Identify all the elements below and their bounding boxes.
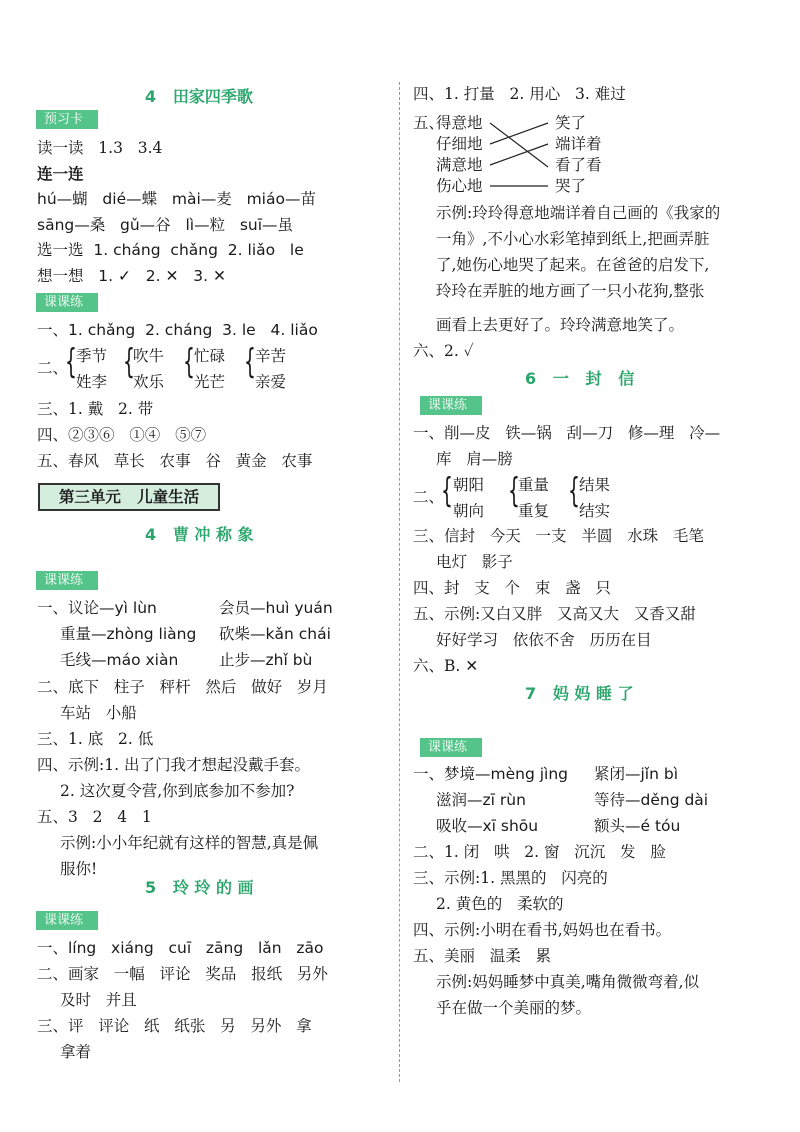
l4-q2-word: 亲爱 bbox=[255, 373, 287, 391]
kekelian-tag-4: 课课练 bbox=[420, 396, 482, 415]
lingling-title: 5 玲 玲 的 画 bbox=[145, 878, 254, 897]
l4-q3: 三、1. 戴 2. 带 bbox=[37, 400, 154, 418]
match-line bbox=[490, 144, 548, 165]
brace-1: { bbox=[65, 342, 77, 382]
duyidu-line: 读一读 1.3 3.4 bbox=[37, 139, 163, 157]
match-line bbox=[490, 123, 548, 144]
l7-q1-f: 额头—é tóu bbox=[594, 817, 681, 835]
cao-q2-1: 二、底下 柱子 秤杆 然后 做好 岁月 bbox=[37, 678, 328, 696]
l6-q5-1: 五、示例:又白又胖 又高又大 又香又甜 bbox=[413, 605, 696, 623]
ling-q5-example-3: 了,她伤心地哭了起来。在爸爸的启发下, bbox=[436, 256, 710, 274]
l7-q4: 四、示例:小明在看书,妈妈也在看书。 bbox=[413, 921, 672, 939]
l6-q4: 四、封 支 个 束 盏 只 bbox=[413, 579, 611, 597]
l6-q2-label: 二、 bbox=[413, 488, 445, 506]
l4-q2-word: 吹牛 bbox=[133, 347, 165, 365]
l7-q5-2: 示例:妈妈睡梦中真美,嘴角微微弯着,似 bbox=[436, 973, 700, 991]
lesson4-title: 4 田家四季歌 bbox=[145, 87, 253, 106]
l4-q1: 一、1. chǎng 2. cháng 3. le 4. liǎo bbox=[37, 321, 318, 339]
lesson6-title: 6 一 封 信 bbox=[525, 369, 635, 388]
l6-q1-1: 一、削—皮 铁—锅 刮—刀 修—理 冷— bbox=[413, 424, 721, 442]
l7-q1-b: 紧闭—jǐn bì bbox=[594, 765, 679, 783]
unit3-banner: 第三单元 儿童生活 bbox=[38, 483, 220, 511]
cao-q1-e: 毛线—máo xiàn bbox=[60, 651, 179, 669]
cao-q1-a: 一、议论—yì lùn bbox=[37, 599, 157, 617]
match-left-item: 仔细地 bbox=[436, 135, 483, 153]
ling-q5-example-1: 示例:玲玲得意地端详着自己画的《我家的 bbox=[436, 204, 721, 222]
cao-q1-b: 会员—huì yuán bbox=[219, 599, 333, 617]
lesson7-title: 7 妈 妈 睡 了 bbox=[525, 684, 634, 703]
match-left-item: 伤心地 bbox=[436, 177, 483, 195]
l7-q1-a: 一、梦境—mèng jìng bbox=[413, 765, 569, 783]
l7-q3-1: 三、示例:1. 黑黑的 闪亮的 bbox=[413, 869, 608, 887]
l6-q2-word: 重量 bbox=[518, 476, 550, 494]
match-left-item: 得意地 bbox=[436, 114, 483, 132]
cao-q2-2: 车站 小船 bbox=[60, 704, 137, 722]
yuxika-tag: 预习卡 bbox=[36, 110, 98, 129]
l6-q2-word: 结实 bbox=[579, 502, 611, 520]
cao-q1-c: 重量—zhòng liàng bbox=[60, 625, 197, 643]
l6-q2-word: 朝阳 bbox=[453, 476, 485, 494]
l4-q2-word: 季节 bbox=[76, 347, 108, 365]
match-right-item: 端详着 bbox=[555, 135, 602, 153]
l6-q3-2: 电灯 影子 bbox=[436, 553, 513, 571]
l6-q2-word: 重复 bbox=[518, 502, 550, 520]
lian-row-1: hú—蝴 dié—蝶 mài—麦 miáo—苗 bbox=[37, 190, 316, 208]
ling-q4: 四、1. 打量 2. 用心 3. 难过 bbox=[413, 85, 626, 103]
l7-q3-2: 2. 黄色的 柔软的 bbox=[436, 895, 564, 913]
cao-q5-1: 五、3 2 4 1 bbox=[37, 808, 152, 826]
l4-q2-label: 二、 bbox=[37, 359, 69, 377]
match-line bbox=[490, 123, 548, 167]
match-right-item: 看了看 bbox=[555, 156, 602, 174]
ling-q5-example-2: 一角》,不小心水彩笔掉到纸上,把画弄脏 bbox=[436, 230, 710, 248]
kekelian-tag-1: 课课练 bbox=[36, 293, 98, 312]
kekelian-tag-3: 课课练 bbox=[36, 911, 98, 930]
brace-3: { bbox=[183, 342, 195, 382]
l7-q1-d: 等待—děng dài bbox=[594, 791, 709, 809]
brace-5: { bbox=[441, 471, 453, 511]
cao-q1-d: 砍柴—kǎn chái bbox=[219, 625, 331, 643]
kekelian-tag-5: 课课练 bbox=[420, 738, 482, 757]
xuanyixuan-line: 选一选 1. cháng chǎng 2. liǎo le bbox=[37, 241, 304, 259]
match-right-item: 笑了 bbox=[555, 114, 587, 132]
brace-7: { bbox=[568, 471, 580, 511]
cao-q4-2: 2. 这次夏令营,你到底参加不参加? bbox=[60, 782, 295, 800]
lian-row-2: sāng—桑 gǔ—谷 lì—粒 suī—虽 bbox=[37, 216, 294, 234]
kekelian-tag-2: 课课练 bbox=[36, 571, 98, 590]
cao-q3: 三、1. 底 2. 低 bbox=[37, 730, 154, 748]
match-right-item: 哭了 bbox=[555, 177, 587, 195]
ling-q3-2: 拿着 bbox=[60, 1043, 92, 1061]
l7-q1-e: 吸收—xī shōu bbox=[436, 817, 539, 835]
ling-q3-1: 三、评 评论 纸 纸张 另 另外 拿 bbox=[37, 1017, 312, 1035]
l7-q5-3: 乎在做一个美丽的梦。 bbox=[436, 999, 592, 1017]
l7-q1-c: 滋润—zī rùn bbox=[436, 791, 526, 809]
ling-q2-2: 及时 并且 bbox=[60, 991, 137, 1009]
ling-q5-example-4: 玲玲在弄脏的地方画了一只小花狗,整张 bbox=[436, 282, 705, 300]
l4-q2-word: 忙碌 bbox=[194, 347, 226, 365]
ling-q6: 六、2. ✓ bbox=[413, 342, 474, 360]
cao-chong-title: 4 曹 冲 称 象 bbox=[145, 525, 254, 544]
l4-q2-word: 欢乐 bbox=[133, 373, 165, 391]
l6-q2-word: 朝向 bbox=[453, 502, 485, 520]
cao-q5-2: 示例:小小年纪就有这样的智慧,真是佩 bbox=[60, 834, 319, 852]
lianyilian-label: 连一连 bbox=[37, 164, 84, 183]
l4-q4: 四、②③⑥ ①④ ⑤⑦ bbox=[37, 426, 207, 444]
match-left-item: 满意地 bbox=[436, 156, 483, 174]
ling-q5-example-5: 画看上去更好了。玲玲满意地笑了。 bbox=[436, 316, 685, 334]
cao-q4-1: 四、示例:1. 出了门我才想起没戴手套。 bbox=[37, 756, 310, 774]
ling-q5-label: 五、 bbox=[413, 114, 445, 132]
l4-q2-word: 光芒 bbox=[194, 373, 226, 391]
cao-q5-3: 服你! bbox=[60, 860, 98, 878]
brace-6: { bbox=[508, 471, 520, 511]
l7-q5-1: 五、美丽 温柔 累 bbox=[413, 947, 552, 965]
l6-q5-2: 好好学习 依依不舍 历历在目 bbox=[436, 631, 652, 649]
ling-q1: 一、líng xiáng cuī zāng lǎn zāo bbox=[37, 939, 324, 957]
l4-q2-word: 姓李 bbox=[76, 373, 108, 391]
xiangyixiang-line: 想一想 1. ✓ 2. ✕ 3. ✕ bbox=[37, 267, 226, 285]
l6-q3-1: 三、信封 今天 一支 半圆 水珠 毛笔 bbox=[413, 527, 704, 545]
l7-q2: 二、1. 闭 哄 2. 窗 沉沉 发 脸 bbox=[413, 843, 666, 861]
l6-q1-2: 库 肩—膀 bbox=[436, 450, 513, 468]
l6-q6: 六、B. ✕ bbox=[413, 657, 479, 675]
column-divider bbox=[399, 82, 400, 1082]
l4-q2-word: 辛苦 bbox=[255, 347, 287, 365]
brace-4: { bbox=[244, 342, 256, 382]
l4-q5: 五、春风 草长 农事 谷 黄金 农事 bbox=[37, 452, 313, 470]
ling-q2-1: 二、画家 一幅 评论 奖品 报纸 另外 bbox=[37, 965, 328, 983]
cao-q1-f: 止步—zhǐ bù bbox=[219, 651, 313, 669]
matching-lines bbox=[488, 112, 552, 198]
l6-q2-word: 结果 bbox=[579, 476, 611, 494]
brace-2: { bbox=[123, 342, 135, 382]
